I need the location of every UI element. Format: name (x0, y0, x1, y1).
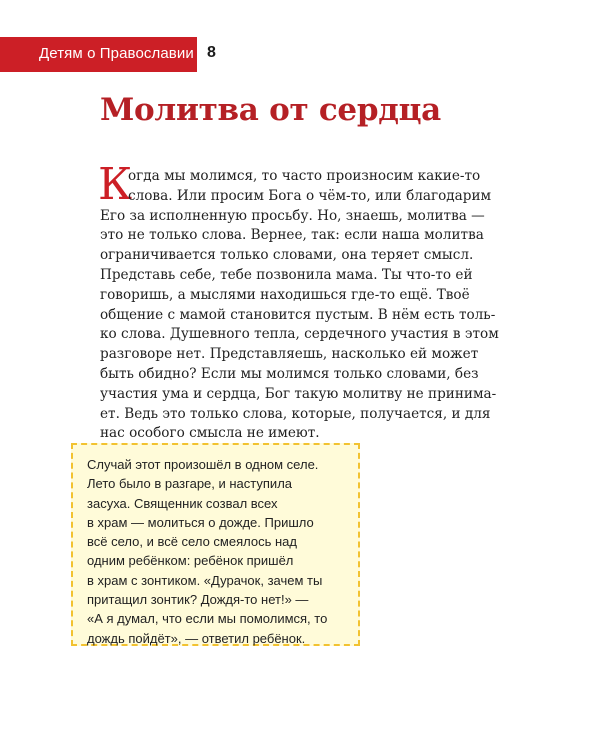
body-line: огда мы молимся, то часто произносим какие-то (128, 168, 481, 184)
story-line: дождь пойдёт», — ответил ребёнок. (87, 630, 306, 646)
body-line: Его за исполненную просьбу. Но, знаешь, молитва — (100, 207, 485, 224)
story-text (87, 455, 327, 648)
page-number: 8 (207, 44, 216, 61)
story-line: засуха. Священник созвал всех (87, 495, 278, 511)
body-line: разговоре нет. Представляешь, насколько ей может (100, 346, 479, 363)
body-line: быть обидно? Если мы молимся только словами, без (100, 365, 479, 382)
article-title: Молитва от сердца (100, 92, 441, 128)
body-line: это не только слова. Вернее, так: если наша молитва (100, 227, 484, 244)
story-line: «А я думал, что если мы помолимся, то (87, 611, 328, 627)
story-line: притащил зонтик? Дождя-то нет!» — (87, 592, 309, 608)
story-line: в храм — молиться о дожде. Пришло (87, 514, 314, 530)
body-line: говоришь, а мыслями находишься где-то ещё. Твоё (100, 286, 470, 303)
story-line: в храм с зонтиком. «Дурачок, зачем ты (87, 572, 323, 588)
story-line: всё село, и всё село смеялось над (87, 534, 297, 550)
body-line: ко слова. Душевного тепла, сердечного участия в этом (100, 326, 499, 343)
story-line: Лето было в разгаре, и наступила (87, 476, 293, 492)
body-line: участия ума и сердца, Бог такую молитву не принима- (100, 385, 497, 402)
story-line: Случай этот произошёл в одном селе. (87, 457, 319, 472)
body-line: ограничивается только словами, она теряет смысл. (100, 247, 474, 264)
story-line: одним ребёнком: ребёнок пришёл (87, 553, 294, 569)
body-line: слова. Или просим Бога о чём-то, или благодарим (128, 187, 492, 204)
body-line: нас особого смысла не имеют. (100, 425, 320, 442)
body-line: общение с мамой становится пустым. В нём есть толь- (100, 306, 496, 323)
drop-cap: К (98, 159, 133, 210)
article-body (100, 167, 500, 444)
body-line: Представь себе, тебе позвонила мама. Ты что-то ей (100, 266, 473, 283)
body-line: ет. Ведь это только слова, которые, получается, и для (100, 405, 491, 422)
section-title: Детям о Православии (39, 45, 194, 62)
